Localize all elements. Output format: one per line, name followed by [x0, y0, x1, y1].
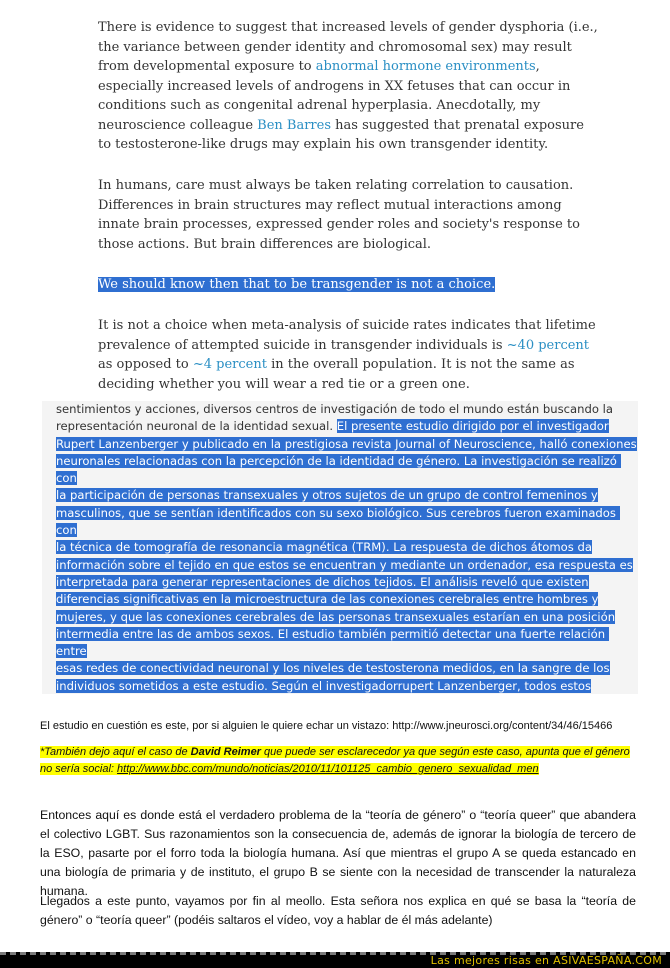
- footer-banner: [0, 952, 670, 968]
- article-paragraph-1: [98, 18, 598, 155]
- highlighted-statement: We should know then that to be transgender is not a choice.: [98, 277, 496, 292]
- article-highlight: [98, 275, 598, 295]
- article-paragraph-2: In humans, care must always be taken relating correlation to causation. Differences in brain structures may reflect mutual interactions among innate brain processes, expressed gender roles and society's response to those actions. But brain differences are biological.: [98, 178, 580, 252]
- selected-text: El presente estudio dirigido por el investigador Rupert Lanzenberger y publicado en la prestigiosa revista Journal of Neuroscience, halló conexiones neuronales relacionadas con la percepción de la identidad de género. La investigación se realizó con la participación de personas transexuales y otros sujetos de un grupo de control femeninos y masculinos, que se sentían identificados con su sexo biológico. Sus cerebros fueron examinados con la técnica de tomografía de resonancia magnética (TRM). La respuesta de dichos átomos da información sobre el tejido en que estos se encuentran y mediante un ordenador, esa respuesta es interpretada para generar representaciones de dichos tejidos. El análisis reveló que existen diferencias significativas en la microestructura de las conexiones cerebrales entre hombres y mujeres, y que las conexiones cerebrales de las personas transexuales estarían en una posición intermedia entre las de ambos sexos. El estudio también permitió detectar una fuerte relación entre esas redes de conectividad neuronal y los niveles de testosterona medidos, en la sangre de los individuos sometidos a este estudio. Según el investigadorrupert Lanzenberger, todos estos: [56, 419, 637, 694]
- article-paragraph-4: [98, 316, 598, 394]
- note-text: que puede ser esclarecedor ya que según este caso, apunta que el género no sería social:: [40, 746, 630, 775]
- forty-percent-link[interactable]: ~40 percent: [506, 337, 590, 353]
- article-text: as opposed to: [98, 357, 193, 372]
- study-line: El estudio en cuestión es este, por si alguien le quiere echar un vistazo: http://www.jneurosci.org/content/34/46/15466: [40, 720, 613, 732]
- four-percent-link[interactable]: ~4 percent: [192, 357, 267, 372]
- bbc-link[interactable]: http://www.bbc.com/mundo/noticias/2010/11/101125_cambio_genero_sexualidad_men: [117, 763, 539, 775]
- abnormal-hormone-link[interactable]: abnormal hormone environments: [315, 59, 536, 74]
- article-text: in the overall population. It is not the same as deciding whether you will wear a red tie or a green one.: [98, 357, 575, 392]
- excerpt-text: sentimientos y acciones, diversos centros de investigación de todo el mundo están buscando la representación neuronal de la identidad sexual.: [56, 402, 613, 434]
- article-text: , especially increased levels of androgens in XX fetuses that can occur in conditions such as congenital adrenal hyperplasia. Anecdotally, my neuroscience colleague: [98, 59, 571, 133]
- note-text: *También dejo aquí el caso de: [40, 746, 191, 758]
- article-text: There is evidence to suggest that increased levels of gender dysphoria (i.e., the variance between gender identity and chromosomal sex) may result from developmental exposure to: [98, 20, 598, 74]
- david-reimer-name: David Reimer: [190, 746, 261, 758]
- body-paragraph-1: Entonces aquí es donde está el verdadero problema de la “teoría de género” o “teoría queer” que abandera el colectivo LGBT. Sus razonamientos son la consecuencia de, además de ignorar la biología de tercero de la ESO, pasarte por el forro toda la biología humana. Así que mientras el grupo A se queda estancado en una biología de primaria y de instituto, el grupo B se siente con la necesidad de transcender la naturaleza humana.: [40, 808, 636, 898]
- ben-barres-link[interactable]: Ben Barres: [257, 117, 332, 133]
- article-text: It is not a choice when meta-analysis of suicide rates indicates that lifetime prevalence of attempted suicide in transgender individuals is: [98, 318, 596, 353]
- article-text: has suggested that prenatal exposure to testosterone-like drugs may explain his own transgender identity.: [98, 117, 584, 152]
- footer-text: Las mejores risas en ASIVAESPAÑA.COM: [430, 954, 662, 967]
- spanish-excerpt-box: [42, 401, 638, 694]
- reimer-note: [40, 744, 636, 778]
- spanish-excerpt: [56, 401, 638, 694]
- body-paragraph-2: Llegados a este punto, vayamos por fin al meollo. Esta señora nos explica en qué se basa la “teoría de género” o “teoría queer” (podéis saltaros el vídeo, voy a hablar de él más adelante): [40, 894, 636, 927]
